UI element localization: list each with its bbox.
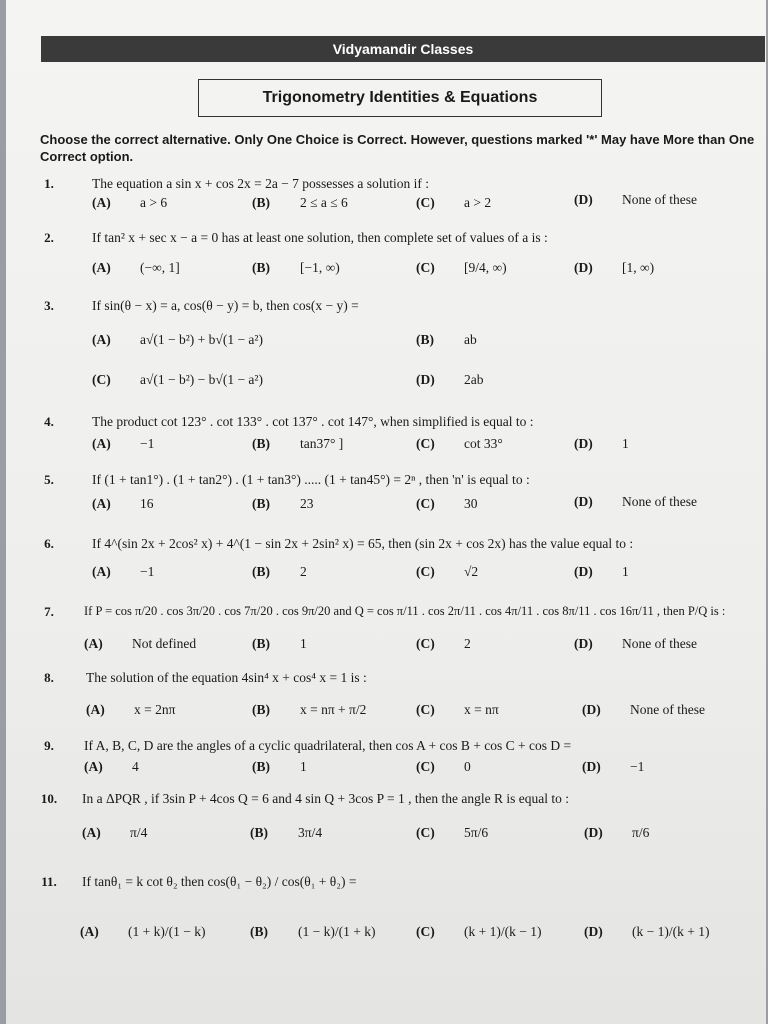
option-c[interactable]: (C) 5π/6: [416, 825, 489, 840]
question-number: 7.: [44, 604, 54, 619]
question-stem: If tanθ₁ = k cot θ₂ then cos(θ₁ − θ₂) / cos(θ₁ + θ₂) =: [82, 874, 357, 889]
question-number: 8.: [44, 670, 54, 685]
option-b[interactable]: (B) tan37° ]: [252, 436, 344, 451]
option-c[interactable]: (C) a > 2: [416, 195, 492, 210]
option-value: 0: [464, 759, 471, 774]
option-value: 2 ≤ a ≤ 6: [300, 195, 348, 210]
option-b[interactable]: (B) x = nπ + π/2: [252, 702, 367, 717]
option-c[interactable]: (C) 30: [416, 496, 478, 511]
question-stem: If tan² x + sec x − a = 0 has at least one solution, then complete set of values of a is :: [92, 230, 548, 245]
option-d[interactable]: (D) −1: [582, 759, 645, 774]
option-value: ab: [464, 332, 477, 347]
option-value: x = nπ: [464, 702, 499, 717]
option-c[interactable]: (C) cot 33°: [416, 436, 503, 451]
chapter-title-box: [198, 79, 602, 117]
question-number: 9.: [44, 738, 54, 753]
option-value: x = nπ + π/2: [300, 702, 367, 717]
option-value: 30: [464, 496, 478, 511]
question-number: 11.: [41, 874, 57, 889]
chapter-title: Trigonometry Identities & Equations: [262, 89, 538, 106]
option-a[interactable]: (A) Not defined: [84, 636, 197, 651]
option-value: None of these: [622, 494, 697, 509]
option-b[interactable]: (B) 1: [252, 636, 307, 651]
option-value: 5π/6: [464, 825, 489, 840]
option-c[interactable]: (C) 2: [416, 636, 471, 651]
question-number: 6.: [44, 536, 54, 551]
question-stem: The equation a sin x + cos 2x = 2a − 7 possesses a solution if :: [92, 176, 430, 191]
option-value: (−∞, 1]: [140, 260, 180, 275]
option-c[interactable]: (C) a√(1 − b²) − b√(1 − a²): [92, 372, 263, 387]
option-value: x = 2nπ: [134, 702, 176, 717]
option-value: −1: [140, 564, 155, 579]
question-stem: The product cot 123° . cot 133° . cot 137° . cot 147°, when simplified is equal to :: [92, 414, 534, 429]
option-d[interactable]: (D) π/6: [584, 825, 650, 840]
option-a[interactable]: (A) 4: [84, 759, 139, 774]
option-value: None of these: [630, 702, 705, 717]
option-d[interactable]: (D) None of these: [574, 192, 697, 207]
question-number: 5.: [44, 472, 54, 487]
question-stem: If 4^(sin 2x + 2cos² x) + 4^(1 − sin 2x + 2sin² x) = 65, then (sin 2x + cos 2x) has the value equal to :: [92, 536, 634, 551]
option-value: 2: [464, 636, 471, 651]
option-value: cot 33°: [464, 436, 503, 451]
option-value: None of these: [622, 192, 697, 207]
option-value: (k − 1)/(k + 1): [632, 924, 710, 939]
institute-name: Vidyamandir Classes: [332, 41, 474, 57]
option-value: 23: [300, 496, 314, 511]
question-stem: The solution of the equation 4sin⁴ x + cos⁴ x = 1 is :: [86, 670, 367, 685]
option-c[interactable]: (C) x = nπ: [416, 702, 499, 717]
option-b[interactable]: (B) ab: [416, 332, 477, 347]
option-value: a > 6: [140, 195, 168, 210]
option-a[interactable]: (A) a√(1 − b²) + b√(1 − a²): [92, 332, 263, 347]
question-number: 1.: [44, 176, 54, 191]
option-d[interactable]: (D) None of these: [574, 494, 697, 509]
option-value: 2ab: [464, 372, 484, 387]
option-c[interactable]: (C) 0: [416, 759, 471, 774]
option-value: (1 + k)/(1 − k): [128, 924, 206, 939]
option-b[interactable]: (B) 3π/4: [250, 825, 323, 840]
question-stem: If P = cos π/20 . cos 3π/20 . cos 7π/20 . cos 9π/20 and Q = cos π/11 . cos 2π/11 . cos 4π/11 . cos 8π/11 . cos 16π/11 , then P/Q is :: [84, 604, 726, 618]
option-d[interactable]: (D) None of these: [582, 702, 705, 717]
option-a[interactable]: (A) a > 6: [92, 195, 168, 210]
option-value: √2: [464, 564, 479, 579]
option-b[interactable]: (B) (1 − k)/(1 + k): [250, 924, 376, 939]
option-value: [−1, ∞): [300, 260, 340, 275]
instructions: Choose the correct alternative. Only One Choice is Correct. However, questions marked '*' May have More than One Correct option.: [40, 132, 755, 164]
option-b[interactable]: (B) 1: [252, 759, 307, 774]
option-value: [9/4, ∞): [464, 260, 507, 275]
option-value: None of these: [622, 636, 697, 651]
option-a[interactable]: (A) 16: [92, 496, 154, 511]
option-value: π/4: [130, 825, 148, 840]
question-number: 10.: [40, 791, 58, 806]
option-value: −1: [140, 436, 155, 451]
option-a[interactable]: (A) (−∞, 1]: [92, 260, 180, 275]
option-value: 4: [132, 759, 139, 774]
option-a[interactable]: (A) −1: [92, 564, 155, 579]
option-c[interactable]: (C) √2: [416, 564, 479, 579]
option-b[interactable]: (B) 2: [252, 564, 307, 579]
option-b[interactable]: (B) [−1, ∞): [252, 260, 340, 275]
option-a[interactable]: (A) −1: [92, 436, 155, 451]
option-value: a√(1 − b²) + b√(1 − a²): [140, 332, 263, 347]
question-stem: In a ΔPQR , if 3sin P + 4cos Q = 6 and 4 sin Q + 3cos P = 1 , then the angle R is equal to :: [82, 791, 569, 806]
option-value: tan37° ]: [300, 436, 344, 451]
option-d[interactable]: (D) (k − 1)/(k + 1): [584, 924, 710, 939]
option-value: 3π/4: [298, 825, 323, 840]
option-value: [1, ∞): [622, 260, 655, 275]
option-value: (k + 1)/(k − 1): [464, 924, 542, 939]
worksheet-page: [6, 0, 766, 1024]
option-value: Not defined: [132, 636, 197, 651]
option-value: 1: [300, 636, 307, 651]
option-d[interactable]: (D) None of these: [574, 636, 697, 651]
option-value: (1 − k)/(1 + k): [298, 924, 376, 939]
option-value: a√(1 − b²) − b√(1 − a²): [140, 372, 263, 387]
option-value: 16: [140, 496, 154, 511]
option-value: a > 2: [464, 195, 492, 210]
question-stem: If A, B, C, D are the angles of a cyclic quadrilateral, then cos A + cos B + cos C + cos D =: [84, 738, 572, 753]
question-stem: If sin(θ − x) = a, cos(θ − y) = b, then cos(x − y) =: [92, 298, 359, 313]
option-d[interactable]: (D) 1: [574, 436, 629, 451]
option-d[interactable]: (D) 1: [574, 564, 629, 579]
option-value: 1: [622, 564, 629, 579]
option-d[interactable]: (D) 2ab: [416, 372, 484, 387]
option-a[interactable]: (A) (1 + k)/(1 − k): [80, 924, 206, 939]
option-value: π/6: [632, 825, 650, 840]
question-number: 3.: [44, 298, 54, 313]
option-value: 2: [300, 564, 307, 579]
option-value: 1: [300, 759, 307, 774]
option-c[interactable]: (C) [9/4, ∞): [416, 260, 507, 275]
question-stem: If (1 + tan1°) . (1 + tan2°) . (1 + tan3°) ..... (1 + tan45°) = 2ⁿ , then 'n' is equal to :: [92, 472, 530, 487]
question-number: 4.: [44, 414, 54, 429]
option-c[interactable]: (C) (k + 1)/(k − 1): [416, 924, 542, 939]
option-a[interactable]: (A) π/4: [82, 825, 148, 840]
option-value: −1: [630, 759, 645, 774]
option-d[interactable]: (D) [1, ∞): [574, 260, 655, 275]
option-value: 1: [622, 436, 629, 451]
institute-banner: [41, 36, 765, 62]
question-number: 2.: [44, 230, 54, 245]
option-a[interactable]: (A) x = 2nπ: [86, 702, 176, 717]
option-b[interactable]: (B) 23: [252, 496, 314, 511]
option-b[interactable]: (B) 2 ≤ a ≤ 6: [252, 195, 348, 210]
